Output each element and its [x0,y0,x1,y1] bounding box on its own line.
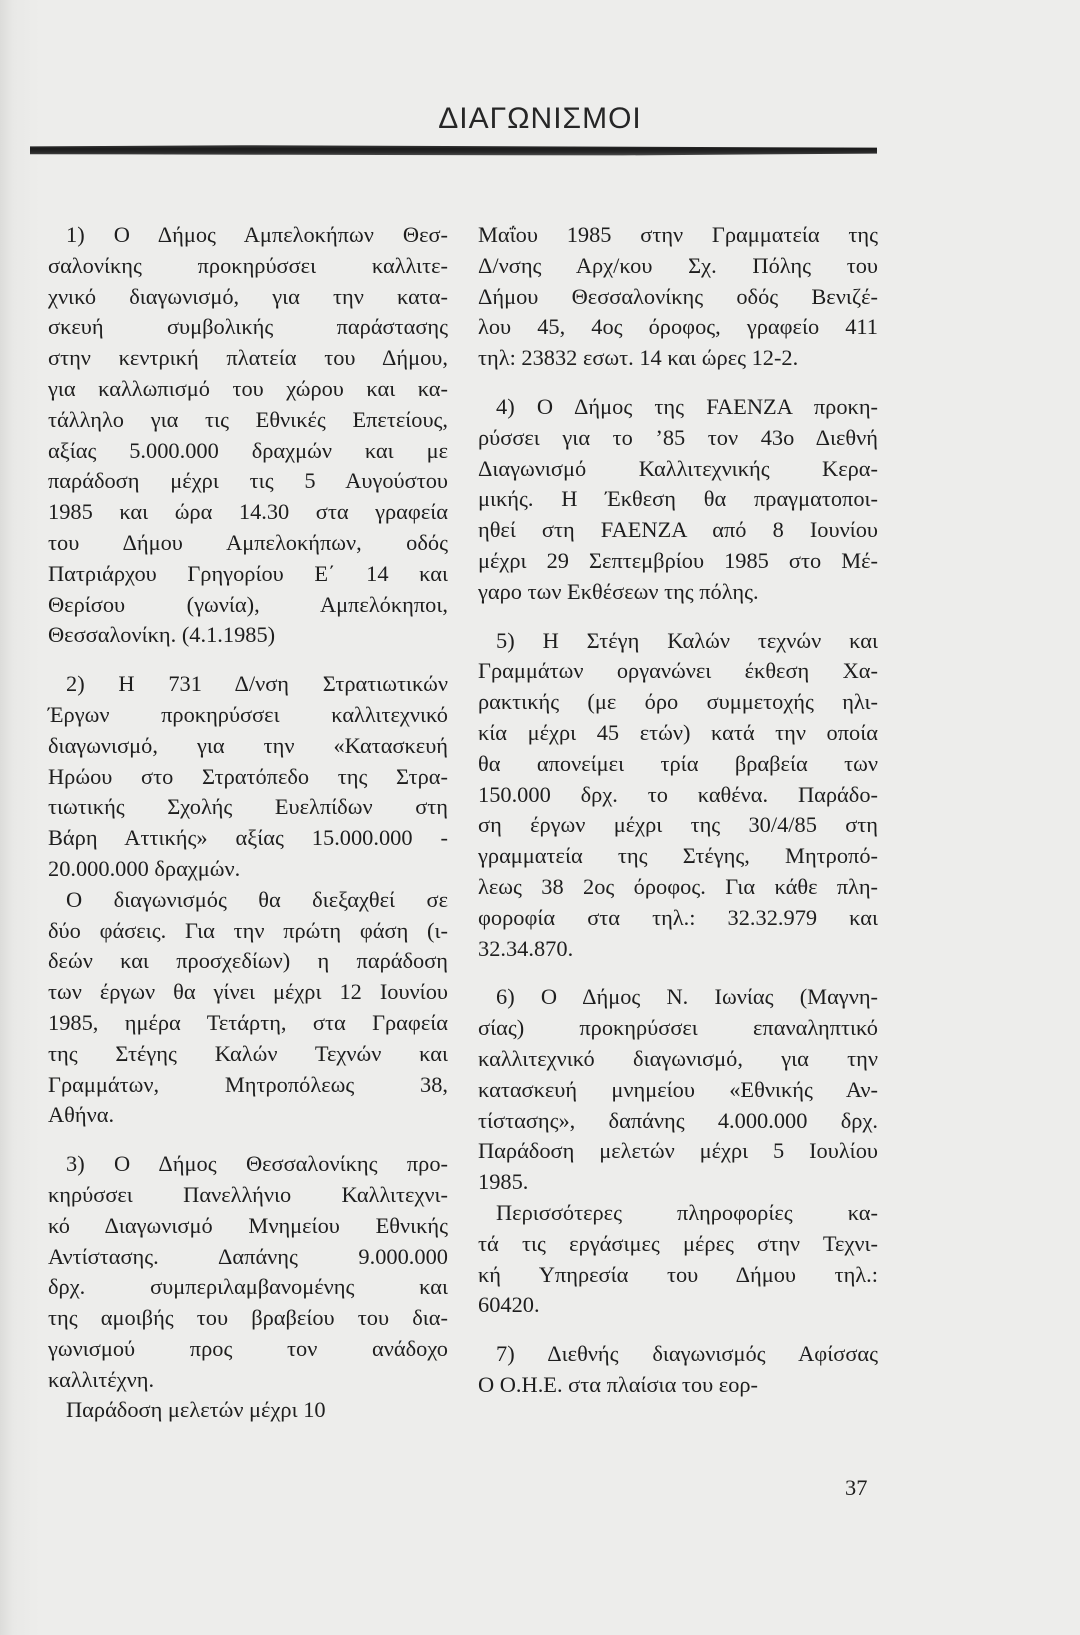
text-line: κηρύσσει Πανελλήνιο Καλλιτεχνι- [48,1181,448,1207]
text-line: σίας) προκηρύσσει επαναληπτικό [478,1015,878,1041]
paragraph-7 [478,1339,878,1401]
paragraph-4 [478,392,878,608]
text-line: Αθήνα. [48,1102,115,1128]
text-line: χνικό διαγωνισμό, για την κατα- [48,283,448,309]
text-line: Θεσσαλονίκη. (4.1.1985) [48,622,276,648]
text-line: 3) Ο Δήμος Θεσσαλονίκης προ- [66,1151,448,1177]
text-line: καλλιτεχνικό διαγωνισμό, για την [478,1045,878,1071]
text-line: Αντίστασης. Δαπάνης 9.000.000 [48,1243,448,1269]
text-line: Βάρη Αττικής» αξίας 15.000.000 - [48,825,448,851]
text-line: 7) Διεθνής διαγωνισμός Αφίσσας [496,1341,878,1367]
text-line: για καλλωπισμό του χώρου και κα- [48,375,448,401]
text-line: 32.34.870. [478,935,574,961]
text-line: κό Διαγωνισμό Μνημείου Εθνικής [48,1212,448,1238]
text-line: Παράδοση μελετών μέχρι 10 [66,1397,326,1423]
text-line: τά τις εργάσιμες μέρες στην Τεχνι- [478,1230,878,1256]
page-title: ΔΙΑΓΩΝΙΣΜΟΙ [438,102,642,135]
paragraph-3-continued [478,220,878,374]
text-line: Μαΐου 1985 στην Γραμματεία της [478,222,878,247]
text-line: διαγωνισμό, για την «Κατασκευή [48,732,448,758]
text-line: τίστασης», δαπάνης 4.000.000 δρχ. [478,1107,878,1133]
text-line: καλλιτέχνη. [48,1366,155,1392]
paragraph-5 [478,626,878,965]
text-line: 1985. [478,1169,529,1195]
text-line: του Δήμου Αμπελοκήπων, οδός [48,529,448,555]
text-line: 4) Ο Δήμος της FAENZA προκη- [496,393,878,419]
text-line: Παράδοση μελετών μέχρι 5 Ιουλίου [478,1138,878,1164]
text-line: 1) Ο Δήμος Αμπελοκήπων Θεσ- [66,222,448,247]
left-column [48,220,448,1426]
text-line: 150.000 δρχ. το καθένα. Παράδο- [478,781,878,807]
text-line: κατασκευή μνημείου «Εθνικής Αν- [478,1076,878,1102]
text-line: δύο φάσεις. Για την πρώτη φάση (ι- [48,917,448,943]
text-line: Δ/νσης Αρχ/κου Σχ. Πόλης του [478,252,878,278]
text-line: Γραμμάτων, Μητροπόλεως 38, [48,1071,448,1097]
text-line: δρχ. συμπεριλαμβανομένης και [48,1274,448,1300]
text-line: Θερίσου (γωνία), Αμπελόκηποι, [48,591,448,617]
paragraph-2-continued [48,885,448,1131]
text-line: ηθεί στη FAENZA από 8 Ιουνίου [478,517,878,543]
text-line: ρύσσει για το ’85 τον 43ο Διεθνή [478,424,878,450]
text-line: θα απονείμει τρία βραβεία των [478,750,878,776]
text-line: 1985 και ώρα 14.30 στα γραφεία [48,499,448,525]
text-line: λεως 38 2ος όροφος. Για κάθε πλη- [478,873,878,899]
text-line: Περισσότερες πληροφορίες κα- [496,1199,878,1225]
text-line: 6) Ο Δήμος Ν. Ιωνίας (Μαγνη- [496,984,878,1010]
text-line: ρακτικής (με όρο συμμετοχής ηλι- [478,689,878,715]
text-line: γωνισμού προς τον ανάδοχο [48,1335,448,1361]
text-line: τιωτικής Σχολής Ευελπίδων στη [48,794,448,820]
text-line: παράδοση μέχρι τις 5 Αυγούστου [48,468,448,494]
text-line: σκευή συμβολικής παράστασης [48,314,448,340]
text-line: κή Υπηρεσία του Δήμου τηλ.: [478,1261,878,1287]
text-line: κία μέχρι 45 ετών) κατά την οποία [478,719,878,745]
paragraph-2 [48,669,448,885]
right-column [478,220,878,1401]
title-underline-rule [30,144,877,156]
page-number: 37 [845,1475,868,1500]
text-line: της Στέγης Καλών Τεχνών και [48,1040,448,1066]
text-line: Ο διαγωνισμός θα διεξαχθεί σε [66,886,448,912]
text-line: στην κεντρική πλατεία του Δήμου, [48,345,448,371]
text-line: τηλ: 23832 εσωτ. 14 και ώρες 12-2. [478,345,799,371]
text-line: Έργων προκηρύσσει καλλιτεχνικό [48,701,448,727]
text-line: τάλληλο για τις Εθνικές Επετείους, [48,406,448,432]
text-line: δεών και προσχεδίων) η παράδοση [48,948,448,974]
text-line: μέχρι 29 Σεπτεμβρίου 1985 στο Μέ- [478,547,878,573]
text-line: 1985, ημέρα Τετάρτη, στα Γραφεία [48,1009,448,1035]
text-line: 2) Η 731 Δ/νση Στρατιωτικών [66,671,448,697]
text-line: λου 45, 4ος όροφος, γραφείο 411 [478,314,878,340]
text-line: Διαγωνισμό Καλλιτεχνικής Κερα- [478,455,878,481]
text-line: Πατριάρχου Γρηγορίου Ε΄ 14 και [48,560,448,586]
text-line: 5) Η Στέγη Καλών τεχνών και [496,627,878,653]
paragraph-6 [478,982,878,1198]
text-line: μικής. Η Έκθεση θα πραγματοποι- [478,486,878,512]
text-line: Ηρώου στο Στρατόπεδο της Στρα- [48,763,448,789]
text-line: φοροφία στα τηλ.: 32.32.979 και [478,904,878,930]
text-line: Γραμμάτων οργανώνει έκθεση Χα- [478,658,878,684]
text-line: αξίας 5.000.000 δραχμών και με [48,437,448,463]
text-line: της αμοιβής του βραβείου του δια- [48,1305,448,1331]
text-line: των έργων θα γίνει μέχρι 12 Ιουνίου [48,979,448,1005]
paragraph-1 [48,220,448,651]
paragraph-6-more-info [478,1198,878,1321]
text-line: γαρο των Εκθέσεων της πόλης. [478,578,759,604]
paragraph-3 [48,1149,448,1395]
text-line: Δήμου Θεσσαλονίκης οδός Βενιζέ- [478,283,878,309]
text-line: σαλονίκης προκηρύσσει καλλιτε- [48,252,448,278]
text-line: ση έργων μέχρι της 30/4/85 στη [478,812,878,838]
text-line: 60420. [478,1292,540,1318]
paragraph-3-delivery [48,1395,448,1426]
text-line: 20.000.000 δραχμών. [48,855,241,881]
text-line: γραμματεία της Στέγης, Μητροπό- [478,843,878,869]
text-line: Ο Ο.Η.Ε. στα πλαίσια του εορ- [478,1371,759,1397]
